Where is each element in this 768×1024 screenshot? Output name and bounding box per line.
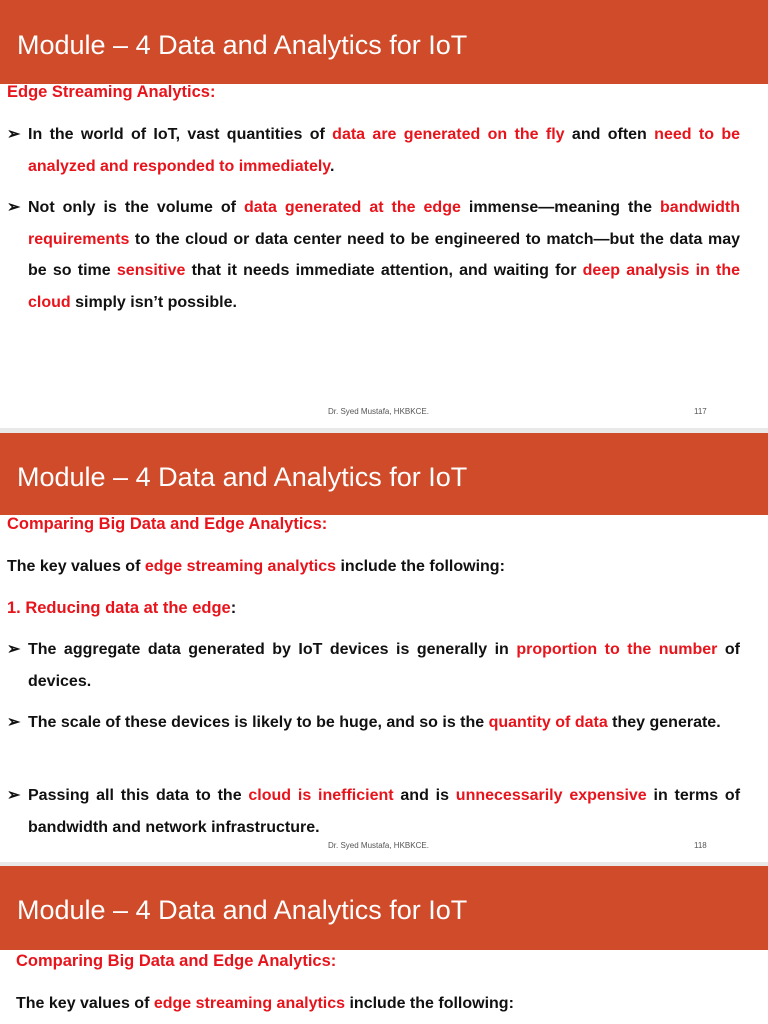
- text-run: of devices.: [28, 641, 740, 690]
- arrow-bullet-icon: ➢: [7, 199, 21, 216]
- text-run: The key values of: [7, 558, 145, 575]
- bullet-item: [7, 634, 740, 697]
- bullet-text: [28, 192, 740, 318]
- section-title: Comparing Big Data and Edge Analytics:: [16, 952, 337, 970]
- footer-author: Dr. Syed Mustafa, HKBKCE.: [328, 841, 429, 850]
- bullet-item: [7, 780, 740, 843]
- highlighted-text: edge streaming analytics: [144, 558, 337, 575]
- text-run: and is: [393, 787, 456, 804]
- arrow-bullet-icon: ➢: [7, 641, 21, 658]
- arrow-bullet-icon: ➢: [7, 787, 21, 804]
- text-run: .: [330, 157, 335, 175]
- slide-title: Module – 4 Data and Analytics for IoT: [17, 462, 468, 492]
- text-run: The key values of: [16, 995, 154, 1012]
- slide-header: [0, 866, 768, 950]
- text-run: they generate.: [607, 714, 721, 731]
- bullet-item: [7, 192, 740, 318]
- highlighted-text: 1. Reducing data at the edge: [7, 599, 231, 617]
- intro-text: [7, 558, 740, 576]
- slide-119: [0, 866, 768, 1024]
- section-title: Edge Streaming Analytics:: [7, 83, 216, 101]
- page-number: 117: [694, 407, 707, 416]
- text-run: :: [230, 599, 237, 617]
- arrow-bullet-icon: ➢: [7, 126, 21, 143]
- slide-header: [0, 433, 768, 515]
- slide-title: Module – 4 Data and Analytics for IoT: [17, 30, 468, 60]
- highlighted-text: data are generated on the fly: [332, 126, 565, 143]
- slide-118: [0, 433, 768, 862]
- text-run: in terms of bandwidth and network infrastructure.: [28, 787, 741, 836]
- bullet-item: [7, 119, 740, 182]
- text-run: immense—meaning the: [460, 199, 661, 216]
- highlighted-text: need to be analyzed and responded to immediately: [28, 126, 740, 175]
- text-run: simply isn’t possible.: [70, 293, 237, 311]
- bullet-text: [28, 780, 740, 843]
- numbered-heading: [7, 599, 236, 618]
- footer-author: Dr. Syed Mustafa, HKBKCE.: [328, 407, 429, 416]
- section-title: Comparing Big Data and Edge Analytics:: [7, 515, 328, 533]
- text-run: In the world of IoT, vast quantities of: [28, 126, 333, 143]
- text-run: to the cloud or data center need to be engineered to match—but the data may be so time: [28, 230, 740, 279]
- intro-text: [16, 995, 749, 1013]
- bullet-text: [28, 634, 740, 697]
- bullet-text: [28, 119, 740, 182]
- highlighted-text: bandwidth requirements: [28, 199, 740, 248]
- text-run: and often: [564, 126, 655, 143]
- text-run: Passing all this data to the: [28, 787, 249, 804]
- text-run: include the following:: [336, 558, 505, 575]
- text-run: The aggregate data generated by IoT devices is generally in: [28, 641, 517, 658]
- highlighted-text: cloud is inefficient: [248, 787, 394, 804]
- highlighted-text: edge streaming analytics: [153, 995, 346, 1012]
- bullet-text: [28, 707, 740, 739]
- text-run: Not only is the volume of: [28, 199, 244, 216]
- highlighted-text: data generated at the edge: [243, 199, 461, 216]
- arrow-bullet-icon: ➢: [7, 714, 21, 731]
- highlighted-text: deep analysis in the cloud: [28, 262, 741, 311]
- highlighted-text: unnecessarily expensive: [455, 787, 647, 804]
- highlighted-text: proportion to the number: [516, 641, 718, 658]
- slide-title: Module – 4 Data and Analytics for IoT: [17, 895, 468, 925]
- page-number: 118: [694, 841, 707, 850]
- slide-117: [0, 0, 768, 428]
- text-run: The scale of these devices is likely to be huge, and so is the: [28, 714, 489, 731]
- text-run: that it needs immediate attention, and waiting for: [185, 262, 583, 279]
- highlighted-text: quantity of data: [488, 714, 608, 731]
- highlighted-text: sensitive: [116, 262, 186, 279]
- bullet-item: [7, 707, 740, 739]
- text-run: include the following:: [345, 995, 514, 1012]
- slide-header: [0, 0, 768, 84]
